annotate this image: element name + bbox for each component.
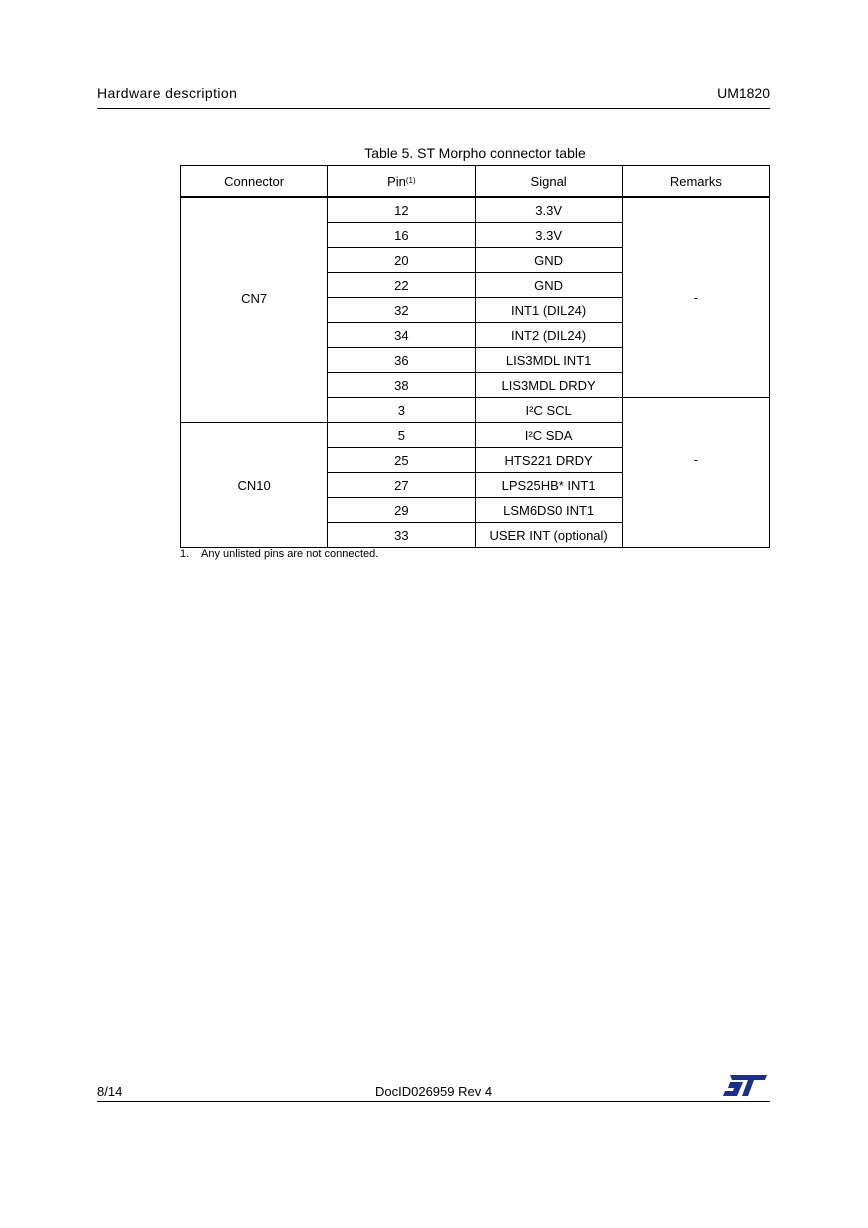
connector-label-cn7: CN7: [241, 290, 268, 306]
column-header-pin: [328, 166, 475, 198]
remarks-label-group2: -: [693, 452, 699, 467]
column-header-remarks: Remarks: [622, 166, 769, 198]
pin-cell: 25: [328, 448, 475, 473]
footnote-reference: (1): [405, 175, 416, 185]
signal-cell: LIS3MDL DRDY: [475, 373, 622, 398]
pin-cell: 27: [328, 473, 475, 498]
header-section-title: Hardware description: [97, 85, 238, 101]
pin-cell: 16: [328, 223, 475, 248]
signal-cell: HTS221 DRDY: [475, 448, 622, 473]
st-logo-icon: [722, 1072, 768, 1098]
signal-cell: INT1 (DIL24): [475, 298, 622, 323]
table-caption: Table 5. ST Morpho connector table: [364, 145, 586, 161]
doc-id: DocID026959 Rev 4: [375, 1084, 493, 1099]
pin-cell: 3: [328, 398, 475, 423]
footer-divider: [97, 1101, 770, 1102]
pin-cell: 38: [328, 373, 475, 398]
pin-cell: 22: [328, 273, 475, 298]
remarks-cell-group2: [622, 398, 769, 548]
pin-header-label: Pin: [387, 173, 406, 189]
signal-cell: I²C SDA: [475, 423, 622, 448]
pin-cell: 20: [328, 248, 475, 273]
pin-cell: 29: [328, 498, 475, 523]
footnote-text: Any unlisted pins are not connected.: [201, 548, 379, 560]
signal-cell: GND: [475, 273, 622, 298]
signal-cell: LSM6DS0 INT1: [475, 498, 622, 523]
table-row: [181, 197, 770, 223]
header-divider: [97, 108, 770, 109]
table-footnote: [180, 548, 378, 560]
table-header-row: [181, 166, 770, 198]
pin-cell: 34: [328, 323, 475, 348]
pin-cell: 12: [328, 197, 475, 223]
connector-cell-cn7: [181, 197, 328, 423]
pin-cell: 32: [328, 298, 475, 323]
signal-cell: 3.3V: [475, 197, 622, 223]
column-header-signal: Signal: [475, 166, 622, 198]
signal-cell: LIS3MDL INT1: [475, 348, 622, 373]
signal-cell: LPS25HB* INT1: [475, 473, 622, 498]
signal-cell: I²C SCL: [475, 398, 622, 423]
signal-cell: 3.3V: [475, 223, 622, 248]
signal-cell: GND: [475, 248, 622, 273]
pin-cell: 33: [328, 523, 475, 548]
connector-cell-cn10: CN10: [181, 423, 328, 548]
pin-cell: 36: [328, 348, 475, 373]
page-number: 8/14: [97, 1084, 123, 1099]
footnote-number: 1.: [180, 548, 190, 560]
column-header-connector: Connector: [181, 166, 328, 198]
remarks-cell-group1: -: [622, 197, 769, 398]
header-doc-code: UM1820: [717, 85, 770, 101]
signal-cell: INT2 (DIL24): [475, 323, 622, 348]
signal-cell: USER INT (optional): [475, 523, 622, 548]
pin-cell: 5: [328, 423, 475, 448]
morpho-connector-table: [180, 165, 770, 548]
